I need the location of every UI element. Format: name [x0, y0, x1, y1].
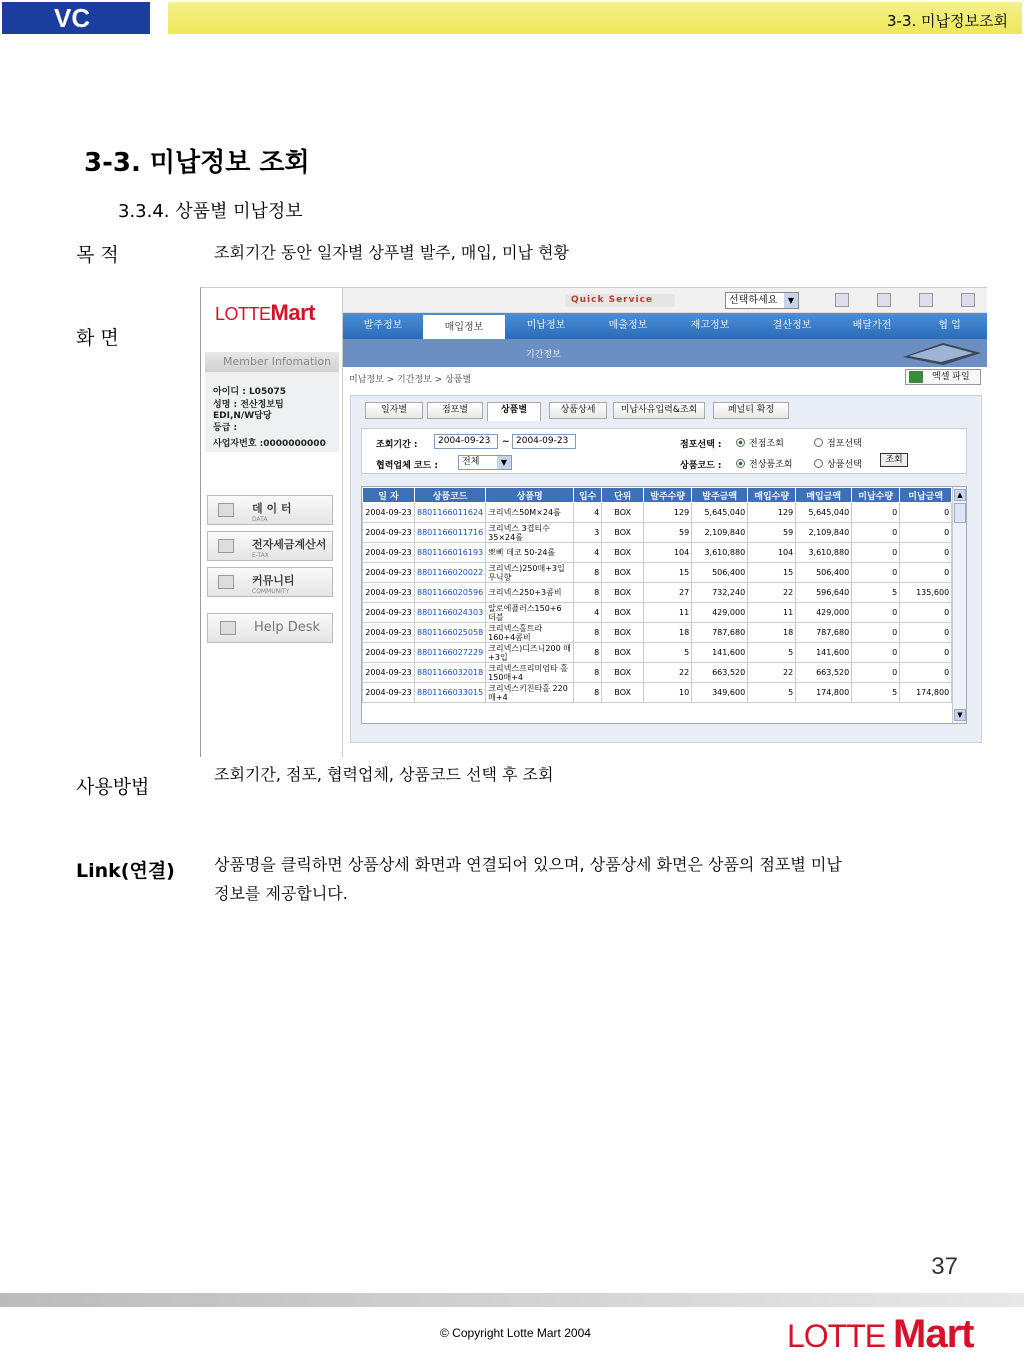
table-cell: 5,645,040 — [692, 503, 748, 523]
table-cell: 429,000 — [692, 603, 748, 623]
product-all-radio[interactable] — [736, 457, 792, 470]
table-cell: BOX — [602, 563, 644, 583]
table-cell: 8 — [574, 683, 602, 703]
table-cell: 129 — [748, 503, 796, 523]
vertical-scrollbar[interactable] — [952, 487, 966, 723]
table-cell: 8801166011716 — [415, 523, 486, 543]
table-cell: 5 — [748, 683, 796, 703]
table-cell: 8 — [574, 643, 602, 663]
member-name: 성명 : 전산정보팀 — [213, 400, 284, 410]
product-name-link[interactable]: 크리넥스 3겹티수 35×24롤 — [486, 523, 574, 543]
table-cell: 5 — [852, 583, 900, 603]
excel-label: 엑셀 파일 — [932, 372, 970, 382]
table-cell: 0 — [900, 603, 952, 623]
home-icon[interactable] — [835, 293, 849, 307]
table-cell: 787,680 — [692, 623, 748, 643]
column-header: 일 자 — [363, 488, 415, 503]
table-row[interactable] — [363, 583, 952, 603]
table-cell: 506,400 — [796, 563, 852, 583]
vc-badge: VC — [2, 2, 150, 34]
data-menu-label: 데 이 터 — [252, 502, 292, 515]
tab-delivery-appliance[interactable]: 배달가전 — [852, 320, 892, 331]
footer-bar — [0, 1293, 1024, 1307]
help-icon[interactable] — [877, 293, 891, 307]
table-cell: BOX — [602, 583, 644, 603]
table-cell: 174,800 — [900, 683, 952, 703]
table-cell: 10 — [644, 683, 692, 703]
table-cell: 18 — [748, 623, 796, 643]
table-cell: 2004-09-23 — [363, 623, 415, 643]
logo-lotte-text: LOTTE — [215, 304, 271, 324]
scroll-down-icon[interactable]: ▼ — [954, 709, 966, 721]
user-icon[interactable] — [961, 293, 975, 307]
table-cell: BOX — [602, 523, 644, 543]
subtab-by-date[interactable]: 일자별 — [365, 402, 423, 419]
table-cell: 4 — [574, 503, 602, 523]
table-cell: 8801166027229 — [415, 643, 486, 663]
table-cell: BOX — [602, 543, 644, 563]
table-cell: 18 — [644, 623, 692, 643]
table-cell: 8 — [574, 663, 602, 683]
table-cell: 5 — [644, 643, 692, 663]
vendor-select[interactable] — [458, 455, 512, 470]
community-icon — [218, 575, 234, 589]
table-cell: 5,645,040 — [796, 503, 852, 523]
table-cell: 8801166033015 — [415, 683, 486, 703]
table-cell: 663,520 — [796, 663, 852, 683]
table-cell: 11 — [644, 603, 692, 623]
table-cell: 59 — [748, 523, 796, 543]
tab-sales-info[interactable]: 매출정보 — [608, 320, 648, 331]
product-name-link[interactable]: 알로에플러스150+6 더블 — [486, 603, 574, 623]
period-label: 조회기간 : — [376, 440, 418, 450]
invoice-icon — [218, 539, 234, 553]
table-cell: 0 — [900, 503, 952, 523]
etax-menu-sub: E-TAX — [252, 552, 269, 559]
tab-order-info[interactable]: 발주정보 — [363, 320, 403, 331]
product-name-link[interactable]: 크리넥스50M×24롤 — [486, 503, 574, 523]
table-body — [363, 503, 952, 703]
page-number: 37 — [931, 1253, 958, 1280]
table-cell: 15 — [748, 563, 796, 583]
table-cell: 11 — [748, 603, 796, 623]
content-panel — [350, 395, 982, 743]
column-header: 상품코드 — [415, 488, 486, 503]
column-header: 매입수량 — [748, 488, 796, 503]
member-info-box — [205, 352, 339, 452]
table-cell: 8801166020022 — [415, 563, 486, 583]
product-name-link[interactable]: 크리넥스)디즈니200 매+3입 — [486, 643, 574, 663]
table-cell: 0 — [852, 523, 900, 543]
chevron-down-icon: ▼ — [497, 456, 511, 469]
footer-logo-lotte: LOTTE — [787, 1318, 886, 1354]
table-cell: 3,610,880 — [692, 543, 748, 563]
table-cell: 22 — [748, 663, 796, 683]
subnav-period-info[interactable]: 기간정보 — [526, 350, 561, 360]
product-name-link[interactable]: 크리넥스)250매+3입 무닉향 — [486, 563, 574, 583]
column-header: 매입금액 — [796, 488, 852, 503]
tab-stock-info[interactable]: 재고정보 — [690, 320, 730, 331]
table-cell: 0 — [852, 503, 900, 523]
main-pane — [343, 288, 987, 757]
community-menu-sub: COMMUNITY — [252, 588, 290, 595]
table-cell: 787,680 — [796, 623, 852, 643]
table-cell: 8 — [574, 563, 602, 583]
product-all-label: 전상품조회 — [749, 460, 793, 470]
table-cell: 663,520 — [692, 663, 748, 683]
keyboard-graphic-icon — [903, 341, 983, 365]
table-cell: 0 — [900, 623, 952, 643]
top-bar — [343, 288, 987, 313]
table-cell: 4 — [574, 603, 602, 623]
table-cell: 135,600 — [900, 583, 952, 603]
link-text-line-1: 상품명을 클릭하면 상품상세 화면과 연결되어 있으며, 상품상세 화면은 상품의 점포별 미납 — [214, 855, 842, 874]
table-cell: 3,610,880 — [796, 543, 852, 563]
product-label: 상품코드 : — [680, 461, 722, 471]
tilde: ~ — [502, 437, 510, 447]
helpdesk-button[interactable] — [207, 613, 333, 643]
table-cell: BOX — [602, 663, 644, 683]
column-header: 단위 — [602, 488, 644, 503]
table-row[interactable] — [363, 683, 952, 703]
app-screenshot — [200, 287, 987, 757]
date-from-input[interactable]: 2004-09-23 — [434, 434, 498, 449]
copyright: © Copyright Lotte Mart 2004 — [440, 1326, 591, 1340]
table-cell: 0 — [852, 663, 900, 683]
subtab-penalty-confirm[interactable]: 페널티 확정 — [713, 402, 789, 419]
table-cell: 59 — [644, 523, 692, 543]
product-name-link[interactable]: 크리넥스250+3콤비 — [486, 583, 574, 603]
column-header: 미납수량 — [852, 488, 900, 503]
member-info-header: Member Infomation — [205, 352, 339, 372]
date-to-input[interactable]: 2004-09-23 — [512, 434, 576, 449]
table-cell: 2,109,840 — [796, 523, 852, 543]
quick-service-label: Quick Service — [565, 294, 675, 307]
table-cell: 104 — [644, 543, 692, 563]
table-cell: BOX — [602, 683, 644, 703]
table-cell: 5 — [748, 643, 796, 663]
column-header: 상품명 — [486, 488, 574, 503]
usage-text: 조회기간, 점포, 협력업체, 상품코드 선택 후 조회 — [214, 765, 554, 784]
table-cell: BOX — [602, 503, 644, 523]
table-cell: 0 — [852, 603, 900, 623]
member-dept: EDI,N/W담당 — [213, 411, 272, 421]
member-bizno: 사업자번호 :0000000000 — [213, 439, 326, 449]
excel-icon — [909, 371, 923, 383]
vendor-select-value: 전체 — [462, 457, 480, 467]
table-row[interactable] — [363, 503, 952, 523]
table-cell: 0 — [852, 543, 900, 563]
product-name-link[interactable]: 크리넥스키친타홀 220매+4 — [486, 683, 574, 703]
table-cell: 8801166025058 — [415, 623, 486, 643]
table-cell: 0 — [900, 663, 952, 683]
table-cell: 732,240 — [692, 583, 748, 603]
table-row[interactable] — [363, 623, 952, 643]
vendor-label: 협력업체 코드 : — [376, 461, 439, 471]
logo-mart-text: Mart — [270, 300, 315, 325]
store-pick-label: 점포선택 — [827, 439, 862, 449]
table-cell: 429,000 — [796, 603, 852, 623]
page-title: 3-3. 미납정보 조회 — [84, 148, 310, 178]
data-menu-sub: DATA — [252, 516, 268, 523]
table-cell: 3 — [574, 523, 602, 543]
table-cell: 22 — [644, 663, 692, 683]
table-cell: 129 — [644, 503, 692, 523]
table-cell: 0 — [852, 623, 900, 643]
table-cell: 4 — [574, 543, 602, 563]
product-name-link[interactable]: 크리넥스프리미엄타 홀150매+4 — [486, 663, 574, 683]
subtab-unpaid-reason[interactable]: 미납사유입력&조회 — [613, 402, 705, 419]
table-cell: 8801166020596 — [415, 583, 486, 603]
table-cell: 8801166024303 — [415, 603, 486, 623]
member-id: 아이디 : L05075 — [213, 387, 286, 397]
scroll-up-icon[interactable]: ▲ — [954, 489, 966, 501]
table-cell: 15 — [644, 563, 692, 583]
tab-settlement-info[interactable]: 결산정보 — [772, 320, 812, 331]
table-cell: 8 — [574, 583, 602, 603]
data-grid — [361, 486, 967, 724]
table-cell: 2004-09-23 — [363, 583, 415, 603]
tab-collaboration[interactable]: 협 업 — [938, 320, 961, 331]
table-cell: BOX — [602, 623, 644, 643]
etax-menu-label: 전자세금계산서 — [252, 538, 327, 551]
subtab-by-product[interactable]: 상품별 — [487, 402, 541, 421]
table-row[interactable] — [363, 603, 952, 623]
table-cell: 0 — [852, 563, 900, 583]
member-grade: 등급 : — [213, 423, 238, 433]
column-header: 입수 — [574, 488, 602, 503]
table-cell: 0 — [900, 523, 952, 543]
table-cell: 2004-09-23 — [363, 663, 415, 683]
table-cell: 141,600 — [796, 643, 852, 663]
product-pick-radio[interactable] — [814, 457, 862, 470]
subtab-by-store[interactable]: 점포별 — [427, 402, 483, 419]
header-bar — [168, 2, 1022, 34]
table-cell: 8801166032018 — [415, 663, 486, 683]
footer-lotte-mart-logo — [787, 1312, 973, 1357]
table-cell: BOX — [602, 643, 644, 663]
table-cell: 8801166011624 — [415, 503, 486, 523]
search-button[interactable]: 조회 — [880, 453, 908, 467]
table-cell: 2004-09-23 — [363, 563, 415, 583]
column-header: 발주수량 — [644, 488, 692, 503]
table-cell: 2004-09-23 — [363, 503, 415, 523]
shop-select-value: 선택하세요 — [729, 295, 778, 306]
table-cell: 506,400 — [692, 563, 748, 583]
table-cell: 2004-09-23 — [363, 523, 415, 543]
table-cell: 22 — [748, 583, 796, 603]
usage-label: 사용방법 — [76, 776, 150, 798]
table-row[interactable] — [363, 663, 952, 683]
table-header-row — [363, 488, 952, 503]
table-cell: 0 — [900, 563, 952, 583]
store-all-radio[interactable] — [736, 436, 784, 449]
data-icon — [218, 503, 234, 517]
helpdesk-label: Help Desk — [254, 620, 321, 635]
section-title: 3.3.4. 상품별 미납정보 — [118, 201, 303, 222]
left-pane — [201, 288, 343, 757]
phone-icon — [220, 621, 236, 635]
table-row[interactable] — [363, 643, 952, 663]
link-text-line-2: 정보를 제공합니다. — [214, 884, 348, 903]
community-menu-label: 커뮤니티 — [252, 574, 295, 587]
footer-logo-mart: Mart — [893, 1312, 974, 1356]
table-cell: 0 — [900, 643, 952, 663]
unpaid-table — [362, 487, 952, 703]
table-cell: 349,600 — [692, 683, 748, 703]
table-cell: 174,800 — [796, 683, 852, 703]
table-cell: 8801166016193 — [415, 543, 486, 563]
table-cell: 141,600 — [692, 643, 748, 663]
table-row[interactable] — [363, 563, 952, 583]
lock-icon[interactable] — [919, 293, 933, 307]
product-pick-label: 상품선택 — [827, 460, 862, 470]
table-cell: 0 — [900, 543, 952, 563]
table-row[interactable] — [363, 543, 952, 563]
lotte-mart-logo[interactable] — [215, 300, 315, 326]
store-pick-radio[interactable] — [814, 436, 862, 449]
chevron-down-icon: ▼ — [784, 293, 798, 308]
header-title: 3-3. 미납정보조회 — [887, 12, 1008, 30]
data-menu-button[interactable] — [207, 495, 333, 525]
excel-export-button[interactable] — [905, 369, 981, 385]
table-cell: 2,109,840 — [692, 523, 748, 543]
store-label: 점포선택 : — [680, 440, 722, 450]
table-cell: 2004-09-23 — [363, 603, 415, 623]
table-cell: 8 — [574, 623, 602, 643]
purpose-text: 조회기간 동안 일자별 상푸별 발주, 매입, 미납 현황 — [214, 243, 569, 262]
product-name-link[interactable]: 크리넥스홀트라 160+4콤비 — [486, 623, 574, 643]
subtab-product-detail[interactable]: 상품상세 — [549, 402, 607, 419]
table-cell: 2004-09-23 — [363, 643, 415, 663]
table-cell: 27 — [644, 583, 692, 603]
table-cell: 596,640 — [796, 583, 852, 603]
table-cell: 2004-09-23 — [363, 543, 415, 563]
purpose-label: 목 적 — [76, 244, 119, 266]
main-nav — [343, 313, 987, 339]
link-label: Link(연결) — [76, 860, 175, 882]
column-header: 미납금액 — [900, 488, 952, 503]
table-cell: 0 — [852, 643, 900, 663]
table-row[interactable] — [363, 523, 952, 543]
scroll-thumb[interactable] — [954, 503, 966, 523]
table-cell: 2004-09-23 — [363, 683, 415, 703]
table-cell: 5 — [852, 683, 900, 703]
column-header: 발주금액 — [692, 488, 748, 503]
table-cell: BOX — [602, 603, 644, 623]
product-name-link[interactable]: 뽀삐 데코 50-24롤 — [486, 543, 574, 563]
filter-form — [361, 428, 967, 474]
table-cell: 104 — [748, 543, 796, 563]
screen-label: 화 면 — [76, 327, 119, 349]
tab-unpaid-info[interactable]: 미납정보 — [526, 320, 566, 331]
store-all-label: 전점조회 — [749, 439, 784, 449]
etax-menu-button[interactable] — [207, 531, 333, 561]
community-menu-button[interactable] — [207, 567, 333, 597]
shop-select[interactable] — [725, 292, 799, 309]
sub-nav — [343, 339, 987, 367]
tab-purchase-info[interactable]: 매입정보 — [423, 315, 505, 343]
breadcrumb: 미납정보 > 기간정보 > 상품별 — [349, 375, 472, 385]
